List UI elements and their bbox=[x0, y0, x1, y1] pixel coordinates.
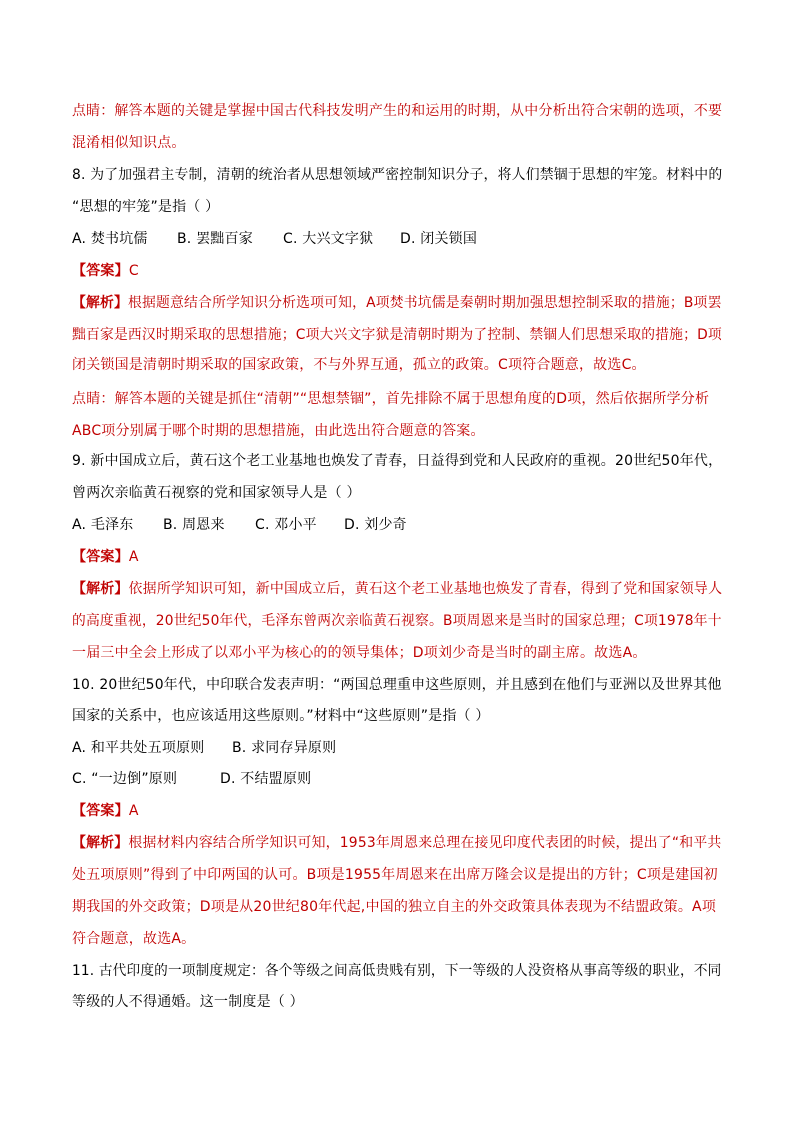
q10-explanation-line-2: 处五项原则”得到了中印两国的认可。B项是1955年周恩来在出席万隆会议是提出的方针；C项是建国初 bbox=[72, 867, 718, 883]
q10-explanation-tag: 【解析】 bbox=[72, 835, 129, 851]
q10-stem-line-1: 10. 20世纪50年代，中印联合发表声明：“两国总理重申这些原则，并且感到在他们与亚洲以及世界其他 bbox=[72, 677, 722, 693]
q10-answer-value: A bbox=[128, 803, 139, 819]
q8-answer-tag: 【答案】 bbox=[72, 263, 129, 279]
q8-answer bbox=[72, 261, 722, 281]
q9-stem-line-1: 9. 新中国成立后，黄石这个老工业基地也焕发了青春，日益得到党和人民政府的重视。20世纪50年代， bbox=[72, 453, 723, 469]
q10-option-d: D. 不结盟原则 bbox=[220, 771, 312, 787]
q8-stem-line-2: “思想的牢笼”是指（ ） bbox=[72, 199, 220, 215]
q8-explanation-line-3: 闭关锁国是清朝时期采取的国家政策，不与外界互通，孤立的政策。C项符合题意，故选C。 bbox=[72, 357, 646, 373]
q8-explanation-tag: 【解析】 bbox=[72, 295, 129, 311]
q10-explanation-line-3: 期我国的外交政策；D项是从20世纪80年代起,中国的独立自主的外交政策具体表现为不结盟政策。A项 bbox=[72, 899, 717, 915]
q10-option-a: A. 和平共处五项原则 bbox=[72, 740, 205, 756]
q10-answer bbox=[72, 801, 722, 821]
q7-tip-line-2: 混淆相似知识点。 bbox=[72, 135, 186, 151]
q8-option-a: A. 焚书坑儒 bbox=[72, 231, 148, 247]
q10-explanation-line-1 bbox=[72, 833, 722, 853]
q7-tip-line-1: 点睛：解答本题的关键是掌握中国古代科技发明产生的和运用的时期，从中分析出符合宋朝的选项，不要 bbox=[72, 103, 723, 119]
q9-answer bbox=[72, 547, 722, 567]
q10-explanation-line-4: 符合题意，故选A。 bbox=[72, 931, 196, 947]
q8-options bbox=[72, 229, 722, 249]
q9-explanation-text-1: 依据所学知识可知，新中国成立后，黄石这个老工业基地也焕发了青春，得到了党和国家领导人 bbox=[128, 581, 723, 597]
q8-tip-line-1: 点睛：解答本题的关键是抓住“清朝”“思想禁锢”，首先排除不属于思想角度的D项，然后依据所学分析 bbox=[72, 391, 710, 407]
q8-option-d: D. 闭关锁国 bbox=[400, 231, 478, 247]
q8-answer-value: C bbox=[128, 263, 139, 279]
q9-answer-value: A bbox=[128, 549, 139, 565]
q9-option-a: A. 毛泽东 bbox=[72, 517, 134, 533]
q8-explanation-line-1 bbox=[72, 293, 722, 313]
q10-explanation-text-1: 根据材料内容结合所学知识可知，1953年周恩来总理在接见印度代表团的时候，提出了“和平共 bbox=[128, 835, 722, 851]
q10-stem-line-2: 国家的关系中，也应该适用这些原则。”材料中“这些原则”是指（ ） bbox=[72, 708, 490, 724]
q9-explanation-line-1 bbox=[72, 579, 723, 599]
q8-stem-line-1: 8. 为了加强君主专制，清朝的统治者从思想领域严密控制知识分子，将人们禁锢于思想的牢笼。材料中的 bbox=[72, 167, 723, 183]
q11-stem-line-1: 11. 古代印度的一项制度规定：各个等级之间高低贵贱有别，下一等级的人没资格从事高等级的职业，不同 bbox=[72, 963, 722, 979]
q9-explanation-tag: 【解析】 bbox=[72, 581, 129, 597]
q8-tip-line-2: ABC项分别属于哪个时期的思想措施，由此选出符合题意的答案。 bbox=[72, 423, 485, 439]
q9-options bbox=[72, 515, 722, 535]
q9-option-c: C. 邓小平 bbox=[255, 517, 317, 533]
q9-stem-line-2: 曾两次亲临黄石视察的党和国家领导人是（ ） bbox=[72, 485, 361, 501]
q8-option-b: B. 罢黜百家 bbox=[177, 231, 253, 247]
q11-stem-line-2: 等级的人不得通婚。这一制度是（ ） bbox=[72, 994, 304, 1010]
q9-explanation-line-3: 一届三中全会上形成了以邓小平为核心的的领导集体；D项刘少奇是当时的副主席。故选A。 bbox=[72, 645, 647, 661]
q10-option-b: B. 求同存异原则 bbox=[232, 740, 337, 756]
q10-options-row-2 bbox=[72, 769, 722, 789]
q9-answer-tag: 【答案】 bbox=[72, 549, 129, 565]
q9-option-d: D. 刘少奇 bbox=[344, 517, 407, 533]
q10-option-c: C. “一边倒”原则 bbox=[72, 771, 178, 787]
q9-option-b: B. 周恩来 bbox=[163, 517, 225, 533]
q9-explanation-line-2: 的高度重视，20世纪50年代，毛泽东曾两次亲临黄石视察。B项周恩来是当时的国家总理；C项1978年十 bbox=[72, 613, 722, 629]
q8-explanation-text-1: 根据题意结合所学知识分析选项可知，A项焚书坑儒是秦朝时期加强思想控制采取的措施；B项罢 bbox=[128, 295, 722, 311]
q8-option-c: C. 大兴文字狱 bbox=[283, 231, 374, 247]
q10-answer-tag: 【答案】 bbox=[72, 803, 129, 819]
q8-explanation-line-2: 黜百家是西汉时期采取的思想措施；C项大兴文字狱是清朝时期为了控制、禁锢人们思想采取的措施；D项 bbox=[72, 327, 722, 343]
q10-options-row-1 bbox=[72, 738, 722, 758]
